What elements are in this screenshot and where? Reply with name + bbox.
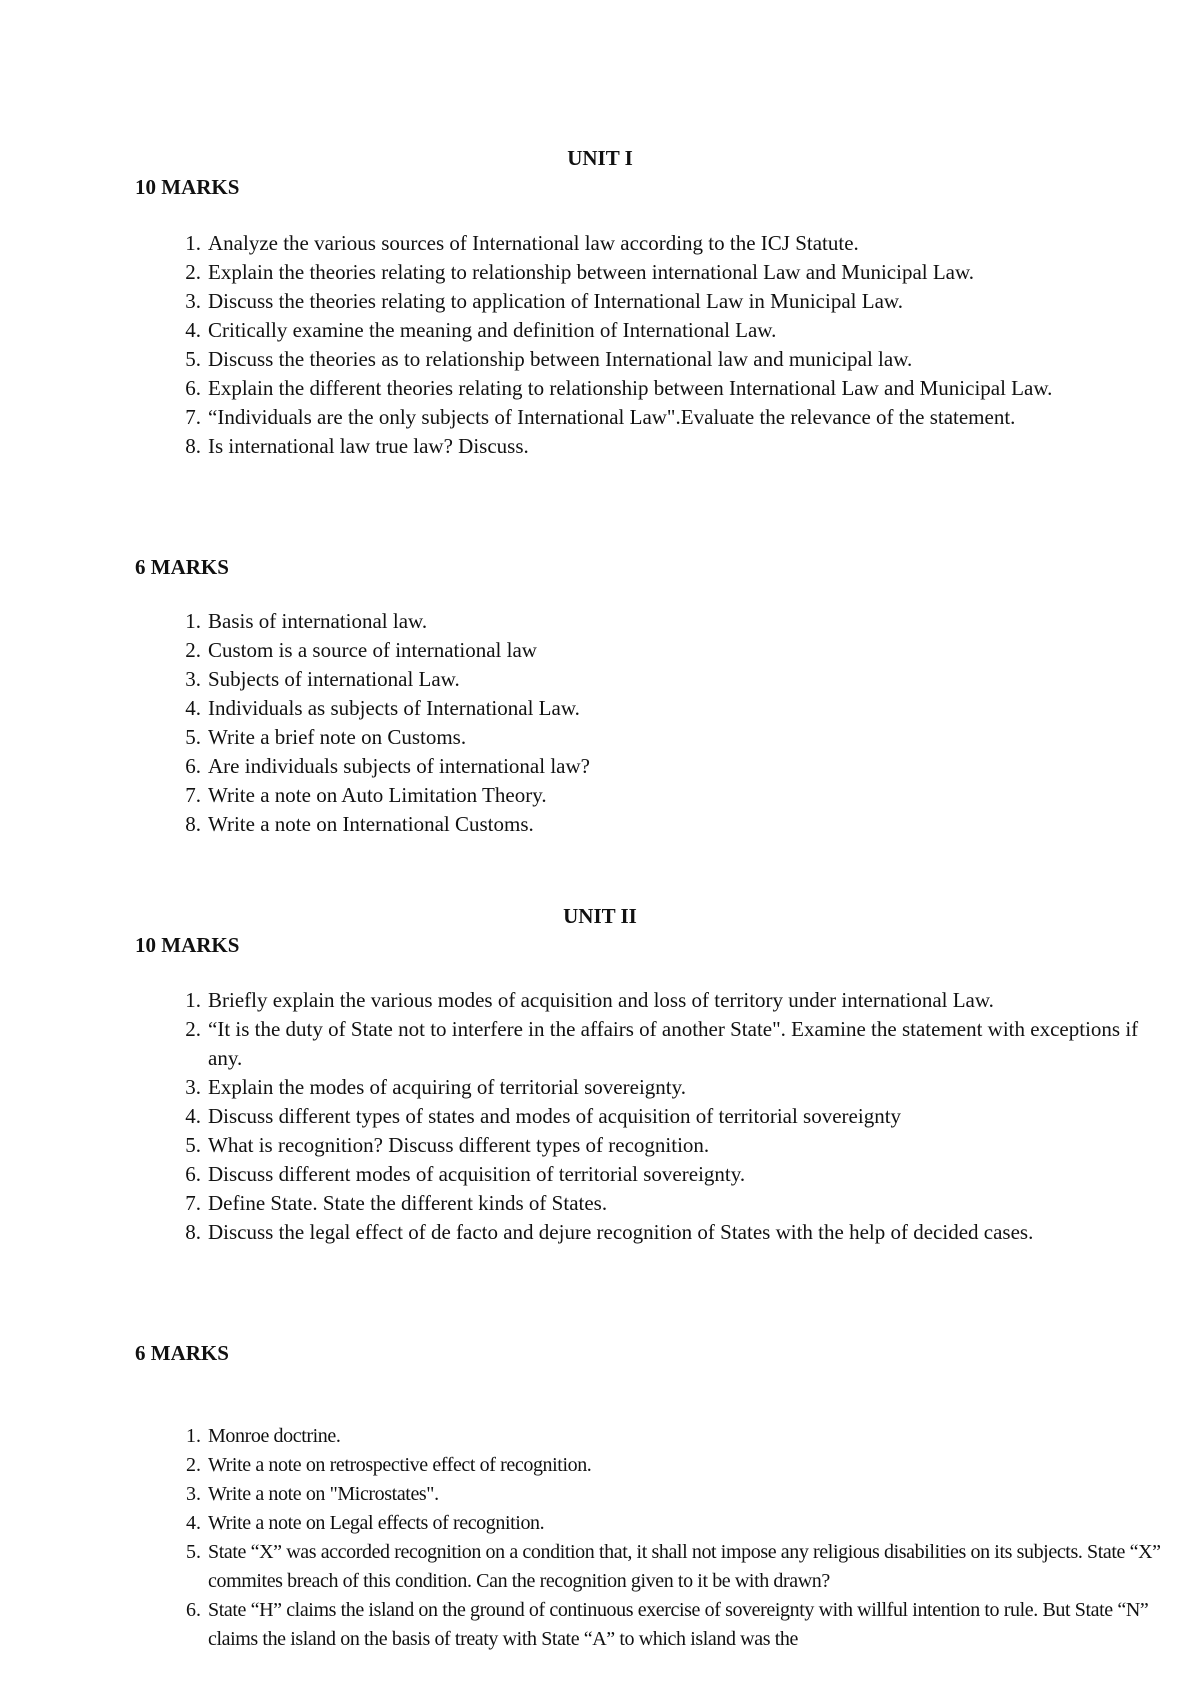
unit-2-ten-marks-heading: 10 MARKS	[135, 933, 240, 957]
unit-1-ten-marks-list	[135, 229, 1175, 461]
list-item: 1. Basis of international law.	[185, 609, 428, 633]
unit-2-title: UNIT II	[563, 904, 637, 928]
list-item: 8. Discuss the legal effect of de facto and dejure recognition of States with the help of decided cases.	[185, 1220, 1034, 1244]
list-item: 4. Critically examine the meaning and definition of International Law.	[185, 318, 777, 342]
unit-1-ten-marks-heading: 10 MARKS	[135, 175, 240, 199]
list-item: 6. Discuss different modes of acquisition of territorial sovereignty.	[185, 1162, 746, 1186]
list-item: 3. Write a note on "Microstates".	[186, 1483, 439, 1505]
unit-1-six-marks-heading: 6 MARKS	[135, 555, 229, 579]
list-item: 2. Write a note on retrospective effect of recognition.	[186, 1454, 592, 1476]
list-item: 5. Discuss the theories as to relationship between International law and municipal law.	[185, 347, 913, 371]
unit-2-six-marks-heading: 6 MARKS	[135, 1341, 229, 1365]
list-item: 2. Explain the theories relating to relationship between international Law and Municipal Law.	[185, 260, 975, 284]
list-item: 8. Write a note on International Customs.	[185, 812, 534, 836]
list-item: 7. Write a note on Auto Limitation Theory.	[185, 783, 547, 807]
list-item: 3. Subjects of international Law.	[185, 667, 460, 691]
unit-2-ten-marks-list	[135, 986, 1175, 1247]
list-item: 1. Briefly explain the various modes of acquisition and loss of territory under international Law.	[185, 988, 994, 1012]
list-item: 7. Define State. State the different kinds of States.	[185, 1191, 608, 1215]
list-item: 6. State “H” claims the island on the ground of continuous exercise of sovereignty with willful intention to rule. But State “N” claims the island on the basis of treaty with State “A” to which island was the	[186, 1599, 1149, 1650]
list-item: 6. Are individuals subjects of international law?	[185, 754, 590, 778]
list-item: 5. Write a brief note on Customs.	[185, 725, 467, 749]
list-item: 4. Individuals as subjects of International Law.	[185, 696, 580, 720]
list-item: 1. Analyze the various sources of International law according to the ICJ Statute.	[185, 231, 859, 255]
list-item: 3. Discuss the theories relating to application of International Law in Municipal Law.	[185, 289, 903, 313]
list-item: 4. Write a note on Legal effects of recognition.	[186, 1512, 545, 1534]
unit-1-six-marks-list	[135, 607, 1175, 839]
list-item: 4. Discuss different types of states and modes of acquisition of territorial sovereignty	[185, 1104, 902, 1128]
unit-2-six-marks-list	[135, 1422, 1175, 1654]
list-item: 2. Custom is a source of international law	[185, 638, 537, 662]
list-item: 3. Explain the modes of acquiring of territorial sovereignty.	[185, 1075, 686, 1099]
list-item: 8. Is international law true law? Discuss.	[185, 434, 529, 458]
list-item: 6. Explain the different theories relating to relationship between International Law and Municipal Law.	[185, 376, 1053, 400]
list-item: 7. “Individuals are the only subjects of International Law".Evaluate the relevance of the statement.	[185, 405, 1016, 429]
list-item: 2. “It is the duty of State not to interfere in the affairs of another State". Examine the statement with exceptions if any.	[185, 1017, 1139, 1070]
list-item: 5. What is recognition? Discuss different types of recognition.	[185, 1133, 710, 1157]
unit-1-title: UNIT I	[567, 146, 633, 170]
list-item: 5. State “X” was accorded recognition on a condition that, it shall not impose any religious disabilities on its subjects. State “X” commites breach of this condition. Can the recognition given to it be with drawn?	[186, 1541, 1161, 1592]
list-item: 1. Monroe doctrine.	[186, 1425, 341, 1447]
